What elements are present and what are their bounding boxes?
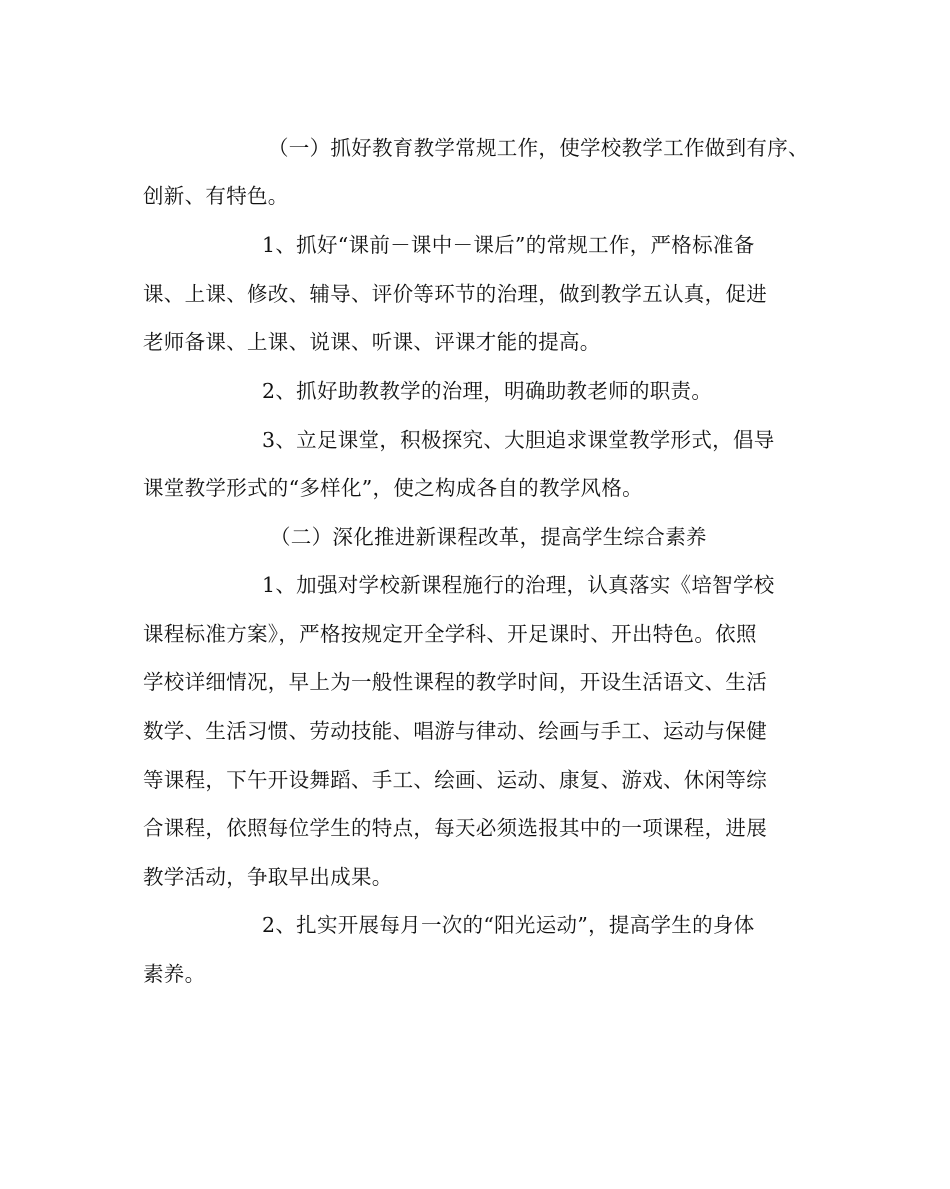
paragraph-line: 教学活动，争取早出成果。: [143, 865, 393, 889]
paragraph-line: 素养。: [143, 962, 206, 986]
paragraph-line: 老师备课、上课、说课、听课、评课才能的提高。: [143, 330, 601, 354]
paragraph-line: 课程标准方案》，严格按规定开全学科、开足课时、开出特色。依照: [143, 622, 757, 646]
paragraph-line: 等课程，下午开设舞蹈、手工、绘画、运动、康复、游戏、休闲等综: [143, 768, 767, 792]
list-item-1-2: 2、抓好助教教学的治理，明确助教老师的职责。: [262, 379, 713, 403]
paragraph-line: 课堂教学形式的“多样化”，使之构成各自的教学风格。: [143, 476, 643, 500]
paragraph-line: 数学、生活习惯、劳动技能、唱游与律动、绘画与手工、运动与保健: [143, 719, 767, 743]
paragraph-line: 合课程，依照每位学生的特点，每天必须选报其中的一项课程，进展: [143, 816, 767, 840]
paragraph-line: 课、上课、修改、辅导、评价等环节的治理，做到教学五认真，促进: [143, 282, 767, 306]
list-item-2-1: 1、加强对学校新课程施行的治理，认真落实《培智学校: [262, 573, 775, 597]
paragraph-line: 创新、有特色。: [143, 184, 289, 208]
list-item-2-2: 2、扎实开展每月一次的“阳光运动”，提高学生的身体: [262, 913, 755, 937]
list-item-1-3: 3、立足课堂，积极探究、大胆追求课堂教学形式，倡导: [262, 428, 775, 452]
list-item-1-1: 1、抓好“课前－课中－课后”的常规工作，严格标准备: [262, 233, 755, 257]
section-heading-1: （一）抓好教育教学常规工作，使学校教学工作做到有序、: [268, 136, 809, 160]
section-heading-2: （二）深化推进新课程改革，提高学生综合素养: [270, 525, 707, 549]
paragraph-line: 学校详细情况，早上为一般性课程的教学时间，开设生活语文、生活: [143, 670, 767, 694]
